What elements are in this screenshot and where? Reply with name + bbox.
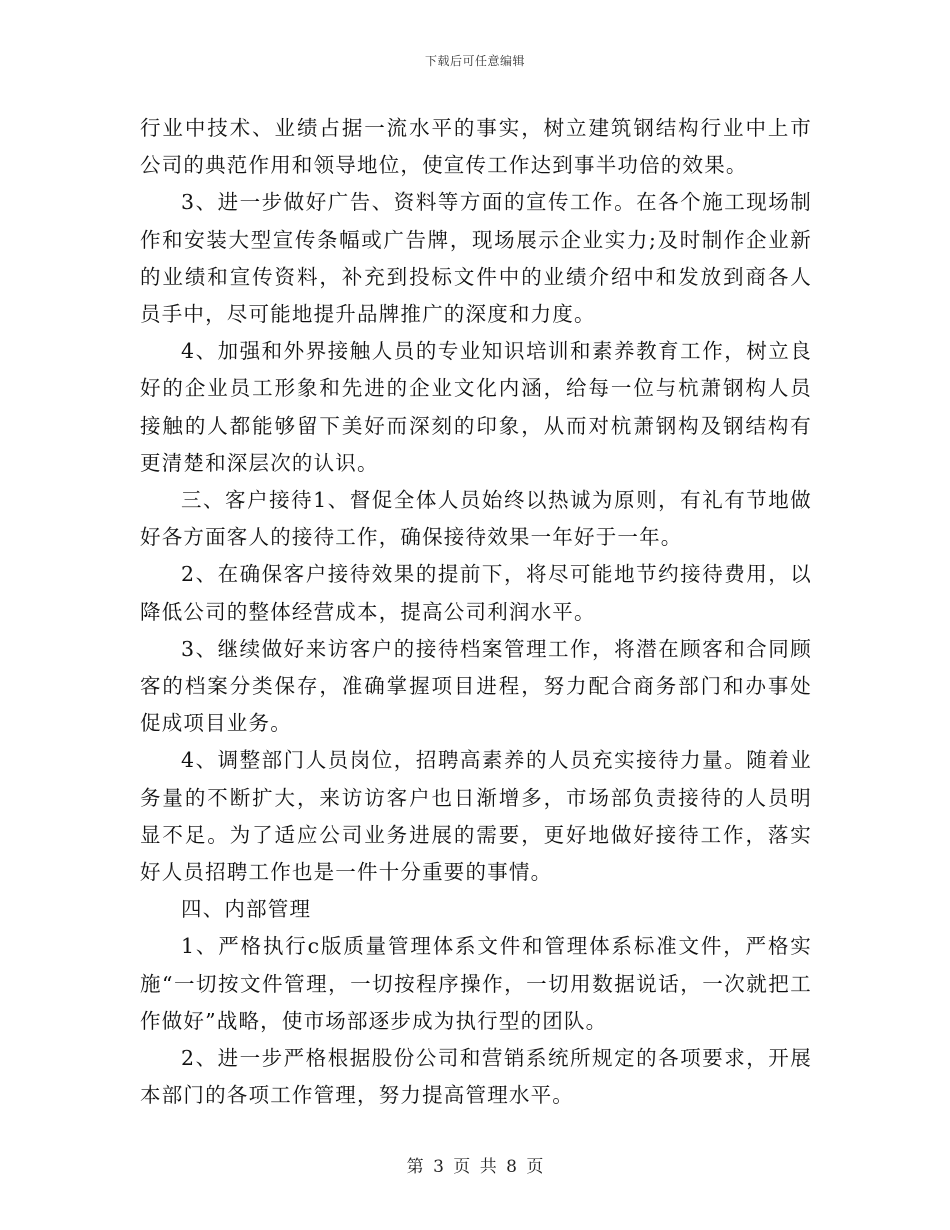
section-heading: 四、内部管理 <box>181 897 312 922</box>
page-footer: 第 3 页 共 8 页 <box>406 1157 544 1177</box>
paragraph-4: 三、客户接待1、督促全体人员始终以热诚为原则，有礼有节地做好各方面客人的接待工作，确保接待效果一年好于一年。 <box>140 488 812 550</box>
paragraph-3: 4、加强和外界接触人员的专业知识培训和素养教育工作，树立良好的企业员工形象和先进的企业文化内涵，给每一位与杭萧钢构人员接触的人都能够留下美好而深刻的印象，从而对杭萧钢构及钢结构有更清楚和深层次的认识。 <box>140 339 812 475</box>
paragraph-6: 3、继续做好来访客户的接待档案管理工作，将潜在顾客和合同顾客的档案分类保存，准确掌握项目进程，努力配合商务部门和办事处促成项目业务。 <box>140 636 812 736</box>
paragraph-8: 1、严格执行c版质量管理体系文件和管理体系标准文件，严格实施“一切按文件管理，一切按程序操作，一切用数据说话，一次就把工作做好”战略，使市场部逐步成为执行型的团队。 <box>140 934 812 1033</box>
page-header: 下载后可任意编辑 <box>424 54 525 68</box>
paragraph-9: 2、进一步严格根据股份公司和营销系统所规定的各项要求，开展本部门的各项工作管理，努力提高管理水平。 <box>140 1046 812 1108</box>
paragraph-7: 4、调整部门人员岗位，招聘高素养的人员充实接待力量。随着业务量的不断扩大，来访访客户也日渐增多，市场部负责接待的人员明显不足。为了适应公司业务进展的需要，更好地做好接待工作，落实好人员招聘工作也是一件十分重要的事情。 <box>140 748 812 885</box>
paragraph-5: 2、在确保客户接待效果的提前下，将尽可能地节约接待费用，以降低公司的整体经营成本，提高公司利润水平。 <box>140 562 812 624</box>
paragraph-2: 3、进一步做好广告、资料等方面的宣传工作。在各个施工现场制作和安装大型宣传条幅或广告牌，现场展示企业实力;及时制作企业新的业绩和宣传资料，补充到投标文件中的业绩介绍中和发放到商各人员手中，尽可能地提升品牌推广的深度和力度。 <box>140 190 812 327</box>
paragraph-1: 行业中技术、业绩占据一流水平的事实，树立建筑钢结构行业中上市公司的典范作用和领导地位，使宣传工作达到事半功倍的效果。 <box>140 116 812 178</box>
document-body <box>140 110 812 1114</box>
